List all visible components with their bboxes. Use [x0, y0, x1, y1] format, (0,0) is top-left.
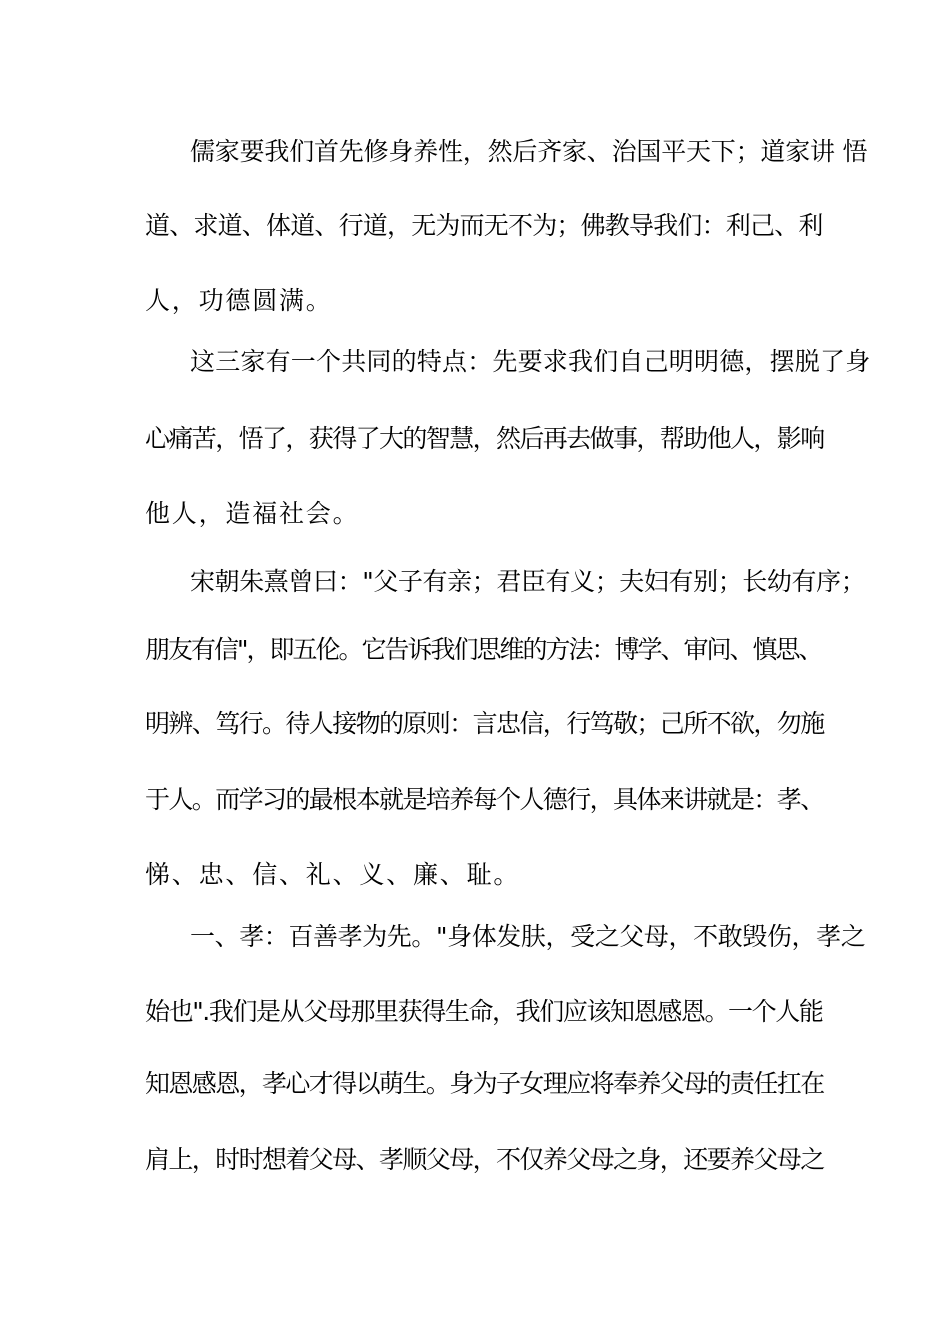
paragraph-3-line-1: 宋朝朱熹曾曰："父子有亲；君臣有义；夫妇有别；长幼有序； [190, 567, 866, 596]
paragraph-4-line-1: 一、孝：百善孝为先。"身体发肤，受之父母，不敢毁伤，孝之 [190, 922, 866, 951]
paragraph-1-line-1: 儒家要我们首先修身养性，然后齐家、治国平天下；道家讲 悟 [190, 137, 868, 166]
paragraph-4-line-3: 知恩感恩，孝心才得以萌生。身为子女理应将奉养父母的责任扛在 [145, 1069, 824, 1098]
paragraph-2-line-2: 心痛苦，悟了，获得了大的智慧，然后再去做事，帮助他人，影响 [145, 424, 824, 453]
paragraph-3-line-5: 悌、忠、信、礼、义、廉、耻。 [145, 860, 521, 889]
paragraph-1-line-2: 道、求道、体道、行道，无为而无不为；佛教导我们：利己、利 [145, 211, 823, 240]
paragraph-4-line-2: 始也".我们是从父母那里获得生命，我们应该知恩感恩。一个人能 [145, 997, 823, 1026]
paragraph-2-line-3: 他人，造福社会。 [145, 499, 360, 528]
paragraph-3-line-3: 明辨、笃行。待人接物的原则：言忠信，行笃敬；己所不欲，勿施 [145, 709, 824, 738]
paragraph-4-line-4: 肩上，时时想着父母、孝顺父母，不仅养父母之身，还要养父母之 [145, 1145, 824, 1174]
paragraph-1-line-3: 人，功德圆满。 [145, 286, 333, 315]
paragraph-2-line-1: 这三家有一个共同的特点：先要求我们自己明明德，摆脱了身 [190, 347, 871, 376]
paragraph-3-line-2: 朋友有信"，即五伦。它告诉我们思维的方法：博学、审问、慎思、 [145, 635, 822, 664]
paragraph-3-line-4: 于人。而学习的最根本就是培养每个人德行，具体来讲就是：孝、 [145, 785, 824, 814]
